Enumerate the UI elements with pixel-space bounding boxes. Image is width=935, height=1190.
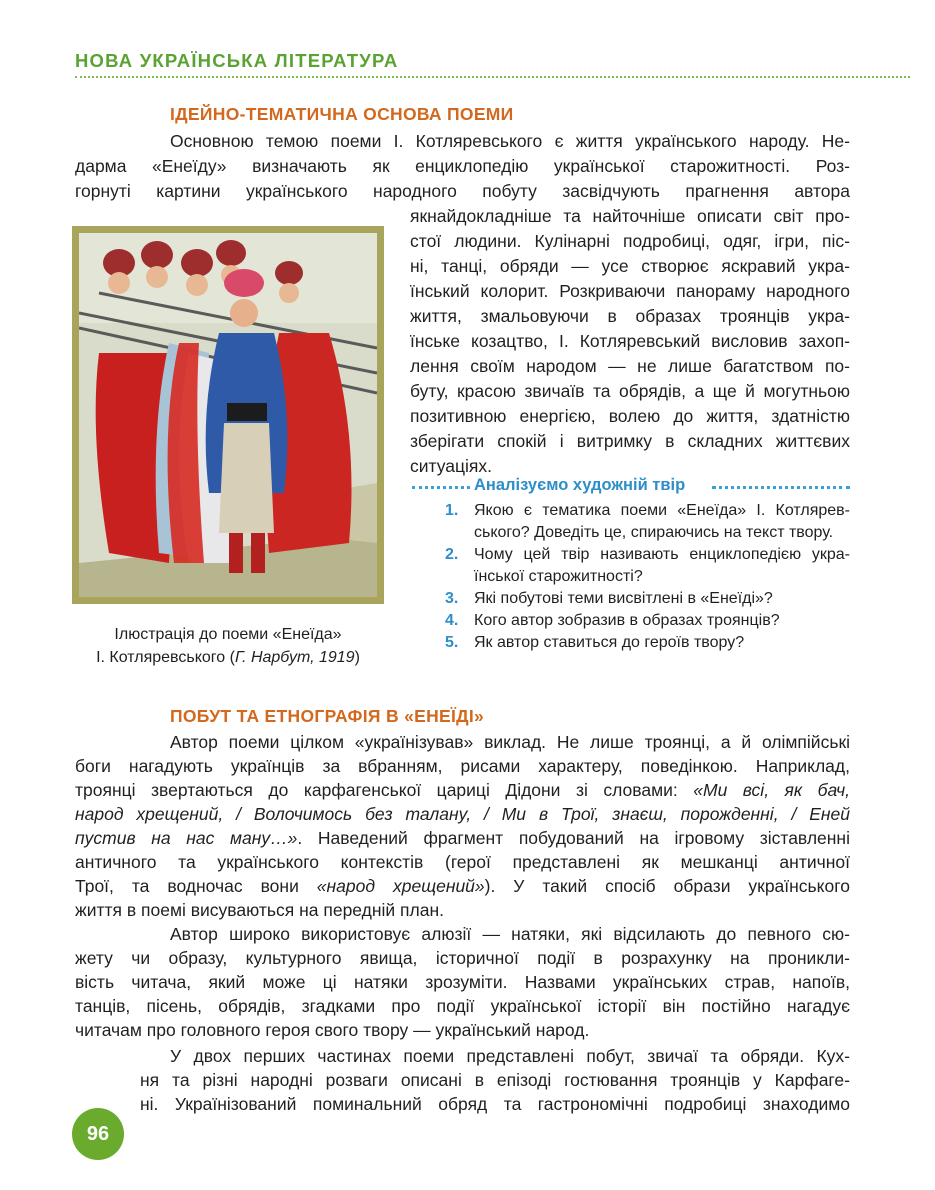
questions-title: Аналізуємо художній твір [474, 476, 686, 494]
section1-line: стої людини. Кулінарні подробиці, одяг, ігри, піс- [410, 231, 850, 251]
section1-line: якнайдокладніше та найточніше описати світ про- [410, 206, 850, 226]
page-number-badge: 96 [72, 1108, 124, 1160]
question-number: 2. [445, 546, 459, 563]
section2-line: життя в поемі висуваються на передній план. [75, 900, 444, 920]
section1-line: позитивною енергією, волею до життя, здатністю [410, 406, 850, 426]
section2-heading: ПОБУТ ТА ЕТНОГРАФІЯ В «ЕНЕЇДІ» [170, 706, 485, 726]
text-span: Трої, та водночас вони [75, 876, 317, 896]
question-number: 4. [445, 612, 459, 629]
section2-line [75, 827, 850, 851]
section2-line: танців, пісень, обрядів, згадками про події української історії він постійно нагадує [75, 996, 850, 1016]
question-line: їнської старожитності? [474, 568, 643, 585]
illustration-frame [72, 226, 384, 604]
section1-line: їнське козацтво, І. Котляревський висловив захоп- [410, 331, 850, 351]
caption-painter: Г. Нарбут, 1919 [234, 649, 355, 666]
section1-line: Основною темою поеми І. Котляревського є життя українського народу. Не- [170, 131, 850, 151]
section1-line: дарма «Енеїду» визначають як енциклопедію української старожитності. Роз- [75, 156, 850, 176]
header-dotted-rule [75, 76, 910, 78]
section2-line [75, 875, 850, 899]
section2-line [75, 803, 850, 827]
section1-line: лення своїм народом — не лише багатством по- [410, 356, 850, 376]
section2-line: Автор поеми цілком «українізував» виклад. Не лише троянці, а й олімпійські [170, 732, 850, 752]
quote-span: народ хрещений, / Волочимось без талану, / Ми в Трої, знаєш, порожденні, / Еней [75, 804, 850, 824]
quote-span: «народ хрещений» [316, 876, 485, 896]
section2-line [75, 779, 850, 803]
header-title: НОВА УКРАЇНСЬКА ЛІТЕРАТУРА [75, 50, 399, 71]
quote-span: «Ми всі, як бач, [693, 780, 850, 800]
section2-line: Автор широко використовує алюзії — натяки, які відсилають до певного сю- [170, 924, 850, 944]
question-line: Які побутові теми висвітлені в «Енеїді»? [474, 590, 773, 607]
text-span: ). У такий спосіб образи українського [484, 876, 850, 896]
question-line: Чому цей твір називають енциклопедією укра- [474, 546, 850, 563]
illustration-caption-line2 [72, 647, 384, 669]
section1-line: їнський колорит. Розкриваючи панораму народного [410, 281, 850, 301]
question-line: Кого автор зобразив в образах троянців? [474, 612, 780, 629]
question-line: Як автор ставиться до героїв твору? [474, 634, 745, 651]
caption-author: І. Котляревського ( [96, 649, 235, 666]
section2-line: вість читача, який може ці натяки зрозуміти. Назвами українських страв, напоїв, [75, 972, 850, 992]
section2-line: читачам про головного героя свого твору — український народ. [75, 1020, 590, 1040]
section1-line: життя, змальовуючи в образах троянців укра- [410, 306, 850, 326]
text-span: троянці звертаються до карфагенської цариці Дідони зі словами: [75, 780, 694, 800]
section1-heading: ІДЕЙНО-ТЕМАТИЧНА ОСНОВА ПОЕМИ [170, 104, 514, 124]
text-span: . Наведений фрагмент побудований на ігровому зіставленні [297, 828, 850, 848]
questions-dots-left [412, 486, 470, 489]
question-line: Якою є тематика поеми «Енеїда» І. Котлярев- [474, 502, 850, 519]
section1-line: ситуаціях. [410, 456, 493, 476]
question-line: ського? Доведіть це, спираючись на текст твору. [474, 524, 834, 541]
section2-line: ні. Українізований поминальний обряд та гастрономічні подробиці знаходимо [140, 1094, 850, 1114]
section1-line: зберігати спокій і витримку в складних життєвих [410, 431, 850, 451]
caption-end: ) [354, 649, 360, 666]
cossack-painting-image [79, 233, 377, 597]
section2-line: У двох перших частинах поеми представлені побут, звичаї та обряди. Кух- [170, 1046, 850, 1066]
section1-line: горнуті картини українського народного побуту засвідчують прагнення автора [75, 181, 850, 201]
questions-dots-right [712, 486, 850, 489]
question-number: 1. [445, 502, 459, 519]
section2-line: боги нагадують українців за вбранням, рисами характеру, поведінкою. Наприклад, [75, 756, 850, 776]
section2-line: ня та різні народні розваги описані в епізоді гостювання троянців у Карфаге- [140, 1070, 850, 1090]
section2-line: античного та українського контекстів (герої представлені як мешканці античної [75, 852, 850, 872]
section1-line: буту, красою звичаїв та обрядів, а ще й могутньою [410, 381, 850, 401]
section2-line: жету чи образу, культурного явища, історичної події в розрахунку на проникли- [75, 948, 850, 968]
quote-span: пустив на нас ману…» [75, 828, 298, 848]
illustration-caption-line1: Ілюстрація до поеми «Енеїда» [114, 626, 342, 643]
question-number: 5. [445, 634, 459, 651]
section1-line: ні, танці, обряди — усе створює яскравий укра- [410, 256, 850, 276]
question-number: 3. [445, 590, 459, 607]
